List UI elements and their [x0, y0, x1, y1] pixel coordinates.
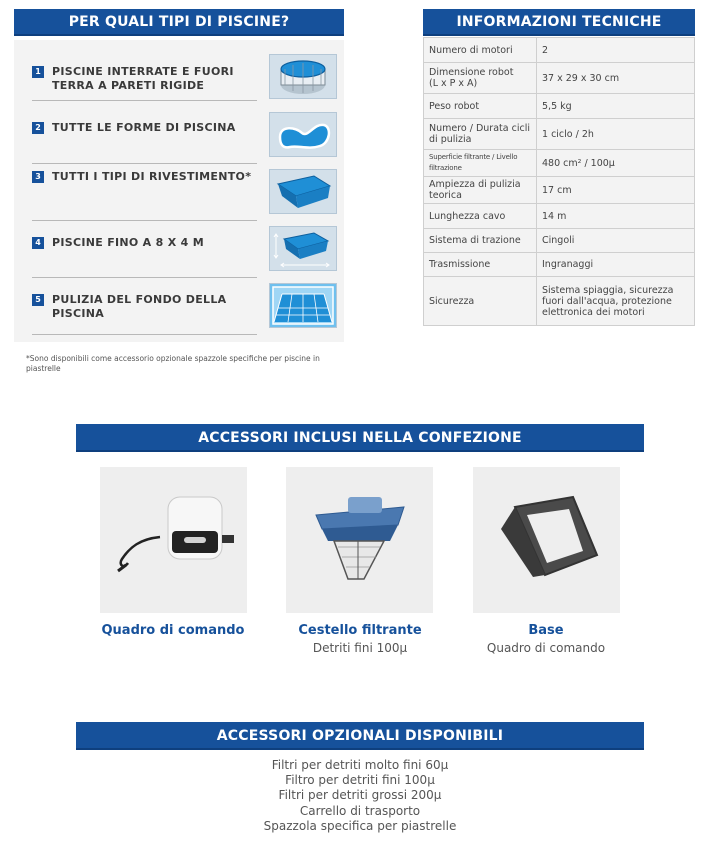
accessory-detail: Quadro di comando: [486, 641, 606, 655]
tech-specs-table: [423, 37, 695, 326]
spec-label: Ampiezza di pulizia teorica: [424, 177, 537, 204]
pool-type-item: [32, 122, 257, 164]
pool-type-item: [32, 294, 257, 335]
spec-value: Ingranaggi: [537, 253, 695, 277]
spec-value: 1 ciclo / 2h: [537, 119, 695, 150]
above-ground-pool-icon: [269, 54, 337, 99]
pool-size-icon: [269, 226, 337, 271]
spec-label: Sicurezza: [424, 277, 537, 326]
table-row: [424, 94, 695, 119]
spec-value: 480 cm² / 100µ: [537, 150, 695, 177]
table-row: [424, 63, 695, 94]
table-row: [424, 119, 695, 150]
spec-label: Numero di motori: [424, 38, 537, 63]
pool-floor-icon: [269, 283, 337, 328]
accessory-name: Base: [528, 623, 564, 638]
spec-label: Trasmissione: [424, 253, 537, 277]
spec-value: 17 cm: [537, 177, 695, 204]
pool-types-panel: [14, 40, 344, 342]
optional-accessories-list: [76, 758, 644, 834]
item-number-badge: 4: [32, 237, 44, 249]
pool-types-heading: PER QUALI TIPI DI PISCINE?: [14, 9, 344, 36]
spec-label: Lunghezza cavo: [424, 204, 537, 229]
filter-basket-image: [286, 467, 433, 613]
spec-value: 14 m: [537, 204, 695, 229]
pool-type-item: [32, 237, 257, 278]
spec-value: 37 x 29 x 30 cm: [537, 63, 695, 94]
item-number-badge: 5: [32, 294, 44, 306]
base-image: [473, 467, 620, 613]
table-row: [424, 38, 695, 63]
spec-label: Sistema di trazione: [424, 229, 537, 253]
pool-type-label: TUTTE LE FORME DI PISCINA: [52, 121, 236, 134]
pool-lining-icon: [269, 169, 337, 214]
pool-type-label: PISCINE INTERRATE E FUORI TERRA A PARETI RIGIDE: [52, 65, 234, 92]
spec-value: 2: [537, 38, 695, 63]
accessory-detail: Detriti fini 100µ: [312, 641, 408, 655]
pool-type-label: PULIZIA DEL FONDO DELLA PISCINA: [52, 293, 227, 320]
list-item: Filtro per detriti fini 100µ: [285, 773, 435, 788]
accessory-name: Cestello filtrante: [298, 623, 422, 638]
spec-value: Cingoli: [537, 229, 695, 253]
footnote: *Sono disponibili come accessorio opzionale spazzole specifiche per piscine in piastrelle: [26, 354, 320, 373]
item-number-badge: 1: [32, 66, 44, 78]
item-number-badge: 3: [32, 171, 44, 183]
pool-type-item: [32, 66, 257, 101]
item-number-badge: 2: [32, 122, 44, 134]
list-item: Filtri per detriti grossi 200µ: [278, 788, 442, 803]
table-row: [424, 150, 695, 177]
table-row: [424, 229, 695, 253]
pool-type-item: [32, 171, 257, 221]
spec-label: Numero / Durata cicli di pulizia: [424, 119, 537, 150]
table-row: [424, 253, 695, 277]
spec-value: Sistema spiaggia, sicurezza fuori dall'acqua, protezione elettronica dei motori: [537, 277, 695, 326]
accessory-name: Quadro di comando: [101, 623, 245, 638]
table-row: [424, 204, 695, 229]
spec-value: 5,5 kg: [537, 94, 695, 119]
pool-type-label: PISCINE FINO A 8 X 4 M: [52, 236, 204, 249]
list-item: Spazzola specifica per piastrelle: [263, 818, 457, 833]
freeform-pool-icon: [269, 112, 337, 157]
list-item: Filtri per detriti molto fini 60µ: [271, 758, 449, 772]
included-accessories-heading: ACCESSORI INCLUSI NELLA CONFEZIONE: [76, 424, 644, 452]
pool-type-label: TUTTI I TIPI DI RIVESTIMENTO*: [52, 170, 252, 183]
spec-label: Dimensione robot (L x P x A): [424, 63, 537, 94]
spec-label: Peso robot: [424, 94, 537, 119]
tech-info-heading: INFORMAZIONI TECNICHE: [423, 9, 695, 36]
optional-accessories-heading: ACCESSORI OPZIONALI DISPONIBILI: [76, 722, 644, 750]
control-unit-image: [100, 467, 247, 613]
table-row: [424, 177, 695, 204]
table-row: [424, 277, 695, 326]
list-item: Carrello di trasporto: [299, 803, 421, 818]
spec-label: Superficie filtrante / Livello filtrazione: [424, 150, 537, 177]
